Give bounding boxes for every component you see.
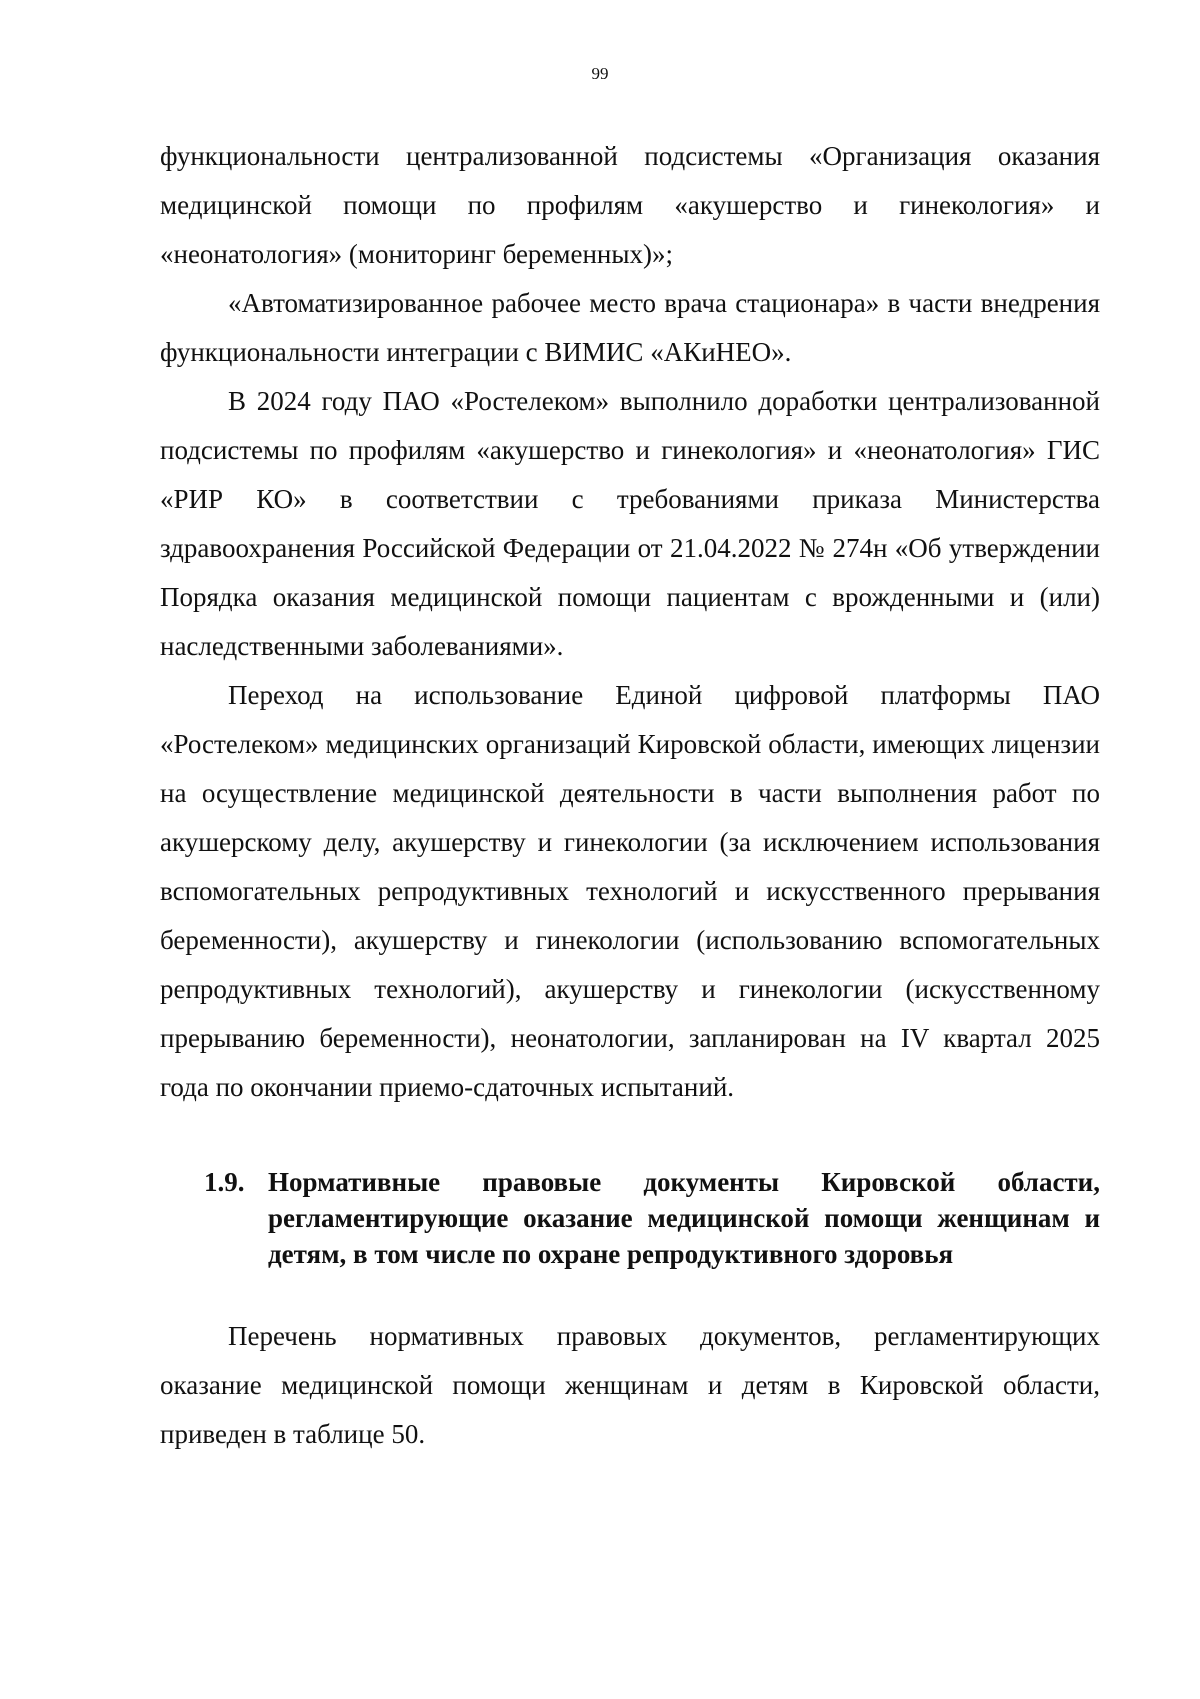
paragraph-table-reference: Перечень нормативных правовых документов, регламентирующих оказание медицинской помощи женщинам и детям в Кировской области, приведен в таблице 50.: [160, 1321, 1100, 1449]
paragraph-rostelecom-2024: В 2024 году ПАО «Ростелеком» выполнило доработки централизованной подсистемы по профилям «акушерство и гинекология» и «неонатология» ГИС «РИР КО» в соответствии с требованиями приказа Министерства здравоохранения Российской Федерации от 21.04.2022 № 274н «Об утверждении Порядка оказания медицинской помощи пациентам с врожденными и (или) наследственными заболеваниями».: [160, 386, 1100, 661]
section-heading: [160, 1164, 1100, 1272]
document-body: [160, 132, 1100, 1459]
paragraph-platform-transition: Переход на использование Единой цифровой платформы ПАО «Ростелеком» медицинских организаций Кировской области, имеющих лицензии на осуществление медицинской деятельности в части выполнения работ по акушерскому делу, акушерству и гинекологии (за исключением использования вспомогательных репродуктивных технологий и искусственного прерывания беременности), акушерству и гинекологии (использованию вспомогательных репродуктивных технологий), акушерству и гинекологии (искусственному прерыванию беременности), неонатологии, запланирован на IV квартал 2025 года по окончании приемо-сдаточных испытаний.: [160, 680, 1100, 1102]
section-title: Нормативные правовые документы Кировской области, регламентирующие оказание медицинской помощи женщинам и детям, в том числе по охране репродуктивного здоровья: [268, 1167, 1100, 1269]
page-number: 99: [591, 64, 609, 83]
paragraph-continuation: функциональности централизованной подсистемы «Организация оказания медицинской помощи по профилям «акушерство и гинекология» и «неонатология» (мониторинг беременных)»;: [160, 141, 1100, 269]
paragraph-arm-stationary: «Автоматизированное рабочее место врача стационара» в части внедрения функциональности интеграции с ВИМИС «АКиНЕО».: [160, 288, 1100, 367]
section-number: 1.9.: [204, 1167, 245, 1197]
